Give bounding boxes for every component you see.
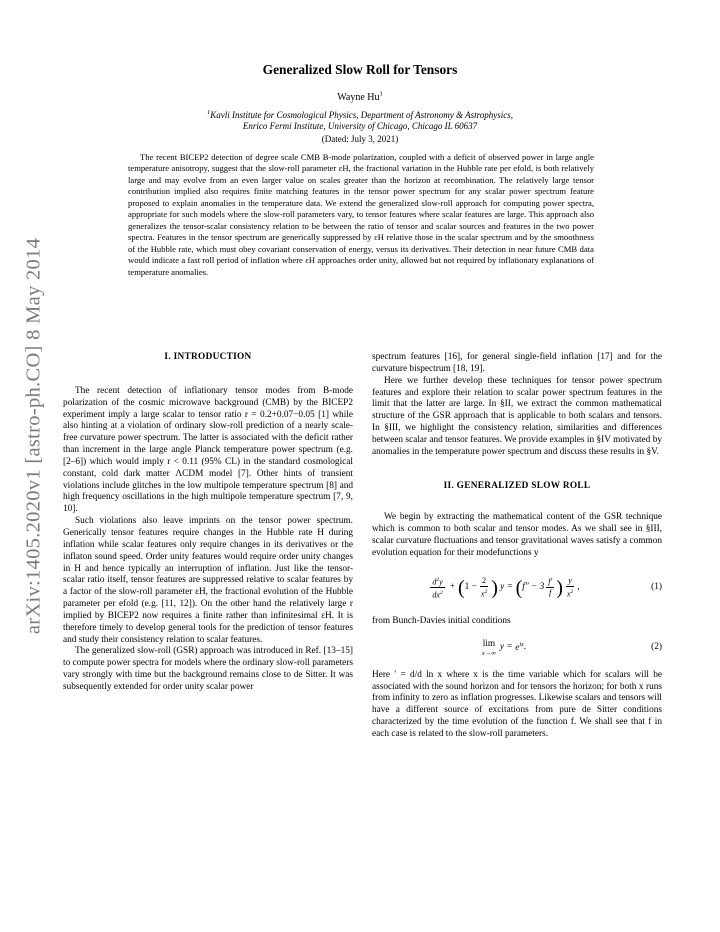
paper-title: Generalized Slow Roll for Tensors — [262, 62, 458, 77]
section-heading-generalized-slow-roll: II. GENERALIZED SLOW ROLL — [443, 480, 591, 491]
gsr-paragraph-2: Here ′ = d/d ln x where x is the time variable which for scalars will be associated with the sound horizon and for tensors the horizon; for both x runs from infinity to zero as inflation progresses. Likewise scalars and tensors will have a different source of excitations from pure de Sitter conditions characterized by the time evolution of the function f. We shall see that f in each case is related to the slow-roll parameters. — [372, 669, 662, 739]
author-name: Wayne Hu — [337, 92, 380, 103]
right-paragraph-2: Here we further develop these techniques for tensor power spectrum features and explore their relation to scalar power spectrum features in the limit that the latter are large. In §II, we extract the common mathematical structure of the GSR approach that is applicable to both scalars and tensors. In §III, we highlight the consistency relation, similarities and differences between scalar and tensor features. We provide examples in §IV motivated by anomalies in the temperature power spectrum and discuss these results in §V. — [372, 375, 662, 457]
affiliation-line-1: $^1$Kavli Institute for Cosmological Physics, Department of Astronomy & Astrophysics, — [207, 109, 513, 120]
intro-paragraph-1: The recent detection of inflationary tensor modes from B-mode polarization of the cosmic microwave background (CMB) by the BICEP2 experiment imply a large scalar to tensor ratio r = 0.2+0.07−0.05 [1] while also hinting at a violation of ordinary slow-roll prediction of a nearly scale-free curvature power spectrum. The latter is associated with the deficit rather than increment in the large angle Planck temperature power spectrum (e.g. [2–6]) which would imply r < 0.11 (95% CL) in the standard cosmological constant, cold dark matter ΛCDM model [7]. Other hints of transient violations include glitches in the low multipole temperature spectrum [8] and high frequency oscillations in the high multipole temperature spectrum [7, 9, 10]. — [63, 385, 353, 515]
equation-1 — [372, 568, 662, 608]
equation-2-number: (2) — [651, 641, 662, 652]
gsr-between-equations: from Bunch-Davies initial conditions — [372, 615, 511, 626]
author-line — [0, 92, 720, 103]
right-column — [372, 352, 662, 741]
section-heading-introduction: I. INTRODUCTION — [164, 352, 252, 362]
left-column — [63, 352, 353, 694]
intro-paragraph-2: Such violations also leave imprints on the tensor power spectrum. Generically tensor features require changes in the Hubble rate H during inflation while scalar features only require changes in its derivatives or the inflaton sound speed. Order unity features would require order unity changes in H and hence typically an interruption of inflation. Just like the tensor-scalar ratio itself, tensor features are suppressed relative to scalar features by a factor of the slow-roll parameter εH, the fractional evolution of the Hubble parameter per efold (e.g. [11, 12]). On the other hand the relatively large r implied by BICEP2 now requires a finite rather than infinitesimal εH. It is therefore timely to develop general tools for the prediction of tensor features and study their consistency relation to scalar features. — [63, 516, 353, 645]
author-mark: 1 — [379, 90, 383, 98]
right-paragraph-1: spectrum features [16], for general single-field inflation [17] and for the curvature bispectrum [18, 19]. — [372, 352, 662, 374]
affiliation-line-2: Enrico Fermi Institute, University of Chicago, Chicago IL 60637 — [242, 121, 478, 132]
intro-paragraph-3: The generalized slow-roll (GSR) approach was introduced in Ref. [13–15] to compute power spectra for models where the ordinary slow-roll parameters vary strongly with time but the background remains close to de Sitter. It was subsequently extended for order unity scalar power — [63, 646, 353, 692]
dated-line: (Dated: July 3, 2021) — [321, 134, 399, 144]
affiliation — [0, 110, 720, 132]
arxiv-identifier-text: arXiv:1405.2020v1 [astro-ph.CO] 8 May 2014 — [22, 237, 45, 635]
equation-2 — [372, 632, 662, 664]
equation-2-body: lim x→∞ y = $e^{ix}$ . — [481, 638, 527, 657]
equation-1-body: $\frac{d^2y}{dx^2}$ + ( 1 − $\frac{2}{x^2}$ ) y = ( f″ − 3 $\frac{f'}{f}$ ) $\frac{y}{x^2}$ , — [432, 575, 580, 600]
gsr-paragraph-1: We begin by extracting the mathematical content of the GSR technique which is common to both scalar and tensor modes. As we shall see in §III, scalar curvature fluctuations and tensor gravitational waves satisfy a common evolution equation for their modefunctions y — [372, 512, 662, 558]
arxiv-identifier-stamp — [14, 176, 54, 696]
equation-1-number: (1) — [651, 581, 662, 592]
abstract: The recent BICEP2 detection of degree scale CMB B-mode polarization, coupled with a deficit of observed power in large angle temperature anisotropy, suggest that the slow-roll parameter εH, the fractional variation in the Hubble rate per efold, is both relatively large and may evolve from an even larger value on scales greater than the horizon at recombination. The relatively large tensor contribution implied also requires finite matching features in the tensor power spectrum for any scalar power spectrum feature proposed to explain anomalies in the temperature data. We extend the generalized slow-roll approach for computing power spectra, appropriate for such models where the slow-roll parameters vary, to tensor features where scalar features are large. This approach also generalizes the tensor-scalar consistency relation to be between the ratio of tensor and scalar sources and features in the two power spectra. Features in the tensor spectrum are generically suppressed by εH relative those in the scalar spectrum and by the smoothness of the Hubble rate, which must obey covariant conservation of energy, versus its derivatives. Their detection in near future CMB data would indicate a fast roll period of inflation where εH approaches order unity, allowed but not required by inflationary explanations of temperature anomalies. — [128, 152, 594, 277]
